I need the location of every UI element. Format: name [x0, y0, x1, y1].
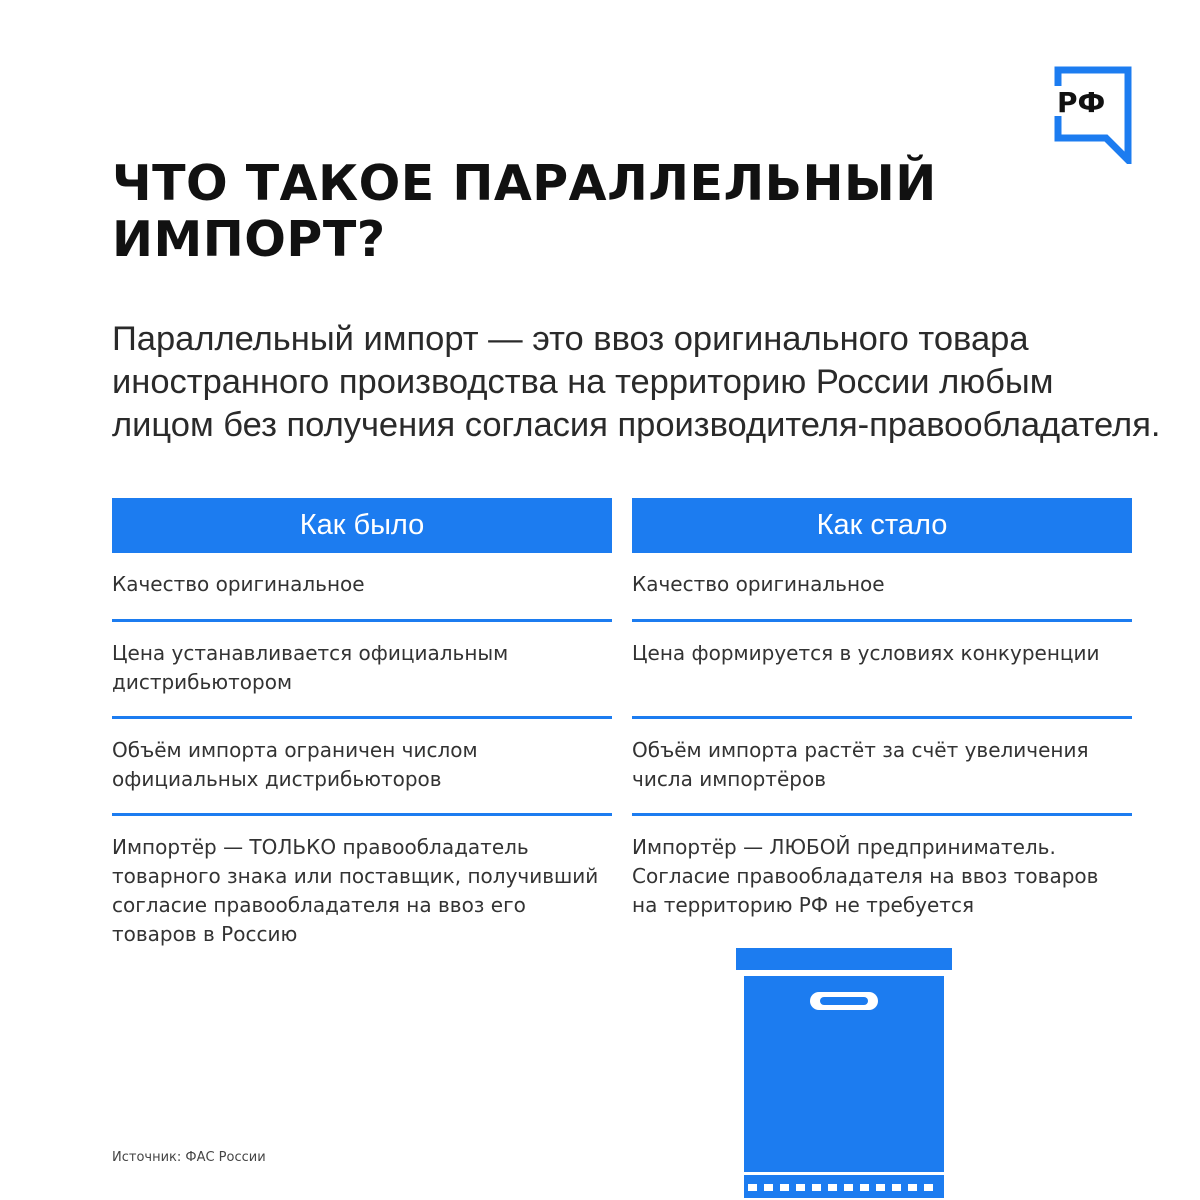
- row-text: Объём импорта ограничен числом: [112, 738, 478, 762]
- row-text: официальных дистрибьюторов: [112, 767, 442, 791]
- row-text: товаров в Россию: [112, 922, 298, 946]
- row-text: Импортёр — ЛЮБОЙ предприниматель.: [632, 835, 1056, 859]
- row-text: товарного знака или поставщик, получивший: [112, 864, 599, 888]
- row-divider: [112, 813, 612, 816]
- row-text: согласие правообладателя на ввоз его: [112, 893, 526, 917]
- title-line: ЧТО ТАКОЕ ПАРАЛЛЕЛЬНЫЙ: [112, 155, 937, 212]
- comparison-row: [632, 736, 1132, 794]
- definition-line: лицом без получения согласия производителя-правообладателя.: [112, 406, 1161, 444]
- row-text: Импортёр — ТОЛЬКО правообладатель: [112, 835, 529, 859]
- comparison-row: [112, 833, 612, 949]
- comparison-row: [632, 639, 1132, 668]
- row-divider: [112, 619, 612, 622]
- comparison-row: [632, 833, 1132, 920]
- row-divider: [112, 716, 612, 719]
- rf-logo: [1054, 66, 1132, 164]
- comparison-row: [112, 639, 612, 697]
- cardboard-box-icon: [734, 946, 954, 1200]
- row-text: Качество оригинальное: [632, 572, 885, 596]
- comparison-row: [112, 570, 612, 599]
- column-header-before: Как было: [112, 498, 612, 553]
- comparison-row: [632, 570, 1132, 599]
- row-text: Цена формируется в условиях конкуренции: [632, 641, 1100, 665]
- logo-text: РФ: [1057, 86, 1106, 119]
- page-title: [112, 156, 1112, 268]
- row-text: дистрибьютором: [112, 670, 293, 694]
- row-text: Согласие правообладателя на ввоз товаров: [632, 864, 1099, 888]
- row-text: на территорию РФ не требуется: [632, 893, 974, 917]
- row-text: Цена устанавливается официальным: [112, 641, 509, 665]
- column-before: [112, 498, 612, 946]
- definition-text: [112, 318, 1161, 447]
- column-header-after: Как стало: [632, 498, 1132, 553]
- title-line: ИМПОРТ?: [112, 211, 386, 268]
- row-text: Качество оригинальное: [112, 572, 365, 596]
- column-after: [632, 498, 1132, 917]
- row-text: числа импортёров: [632, 767, 826, 791]
- comparison-row: [112, 736, 612, 794]
- source-note: Источник: ФАС России: [112, 1150, 266, 1165]
- definition-line: Параллельный импорт — это ввоз оригинального товара: [112, 320, 1029, 358]
- definition-line: иностранного производства на территорию России любым: [112, 363, 1054, 401]
- row-divider: [632, 619, 1132, 622]
- row-text: Объём импорта растёт за счёт увеличения: [632, 738, 1089, 762]
- row-divider: [632, 813, 1132, 816]
- row-divider: [632, 716, 1132, 719]
